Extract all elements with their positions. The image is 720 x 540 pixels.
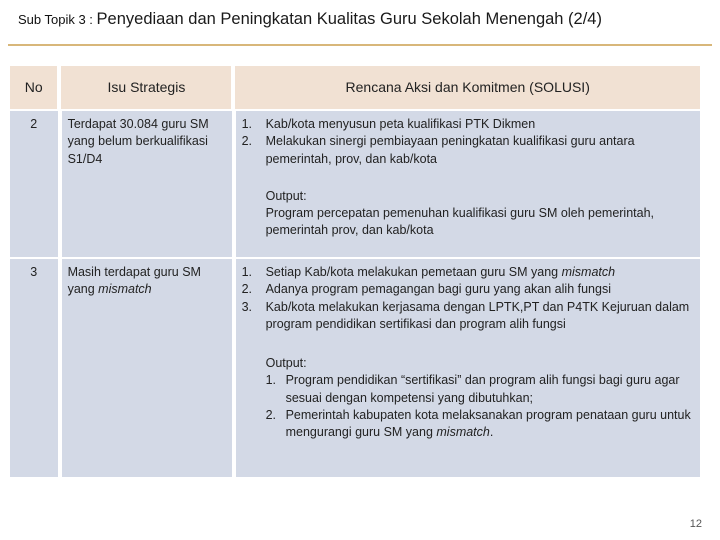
output-item: 1. Program pendidikan “sertifikasi” dan program alih fungsi bagi guru agar sesuai dengan kompetensi yang dibutuhkan; [265,373,680,405]
header-no: No [10,66,57,109]
row-issue: Terdapat 30.084 guru SM yang belum berkualifikasi S1/D4 [62,111,232,257]
action-item: 2. Adanya program pemagangan bagi guru yang akan alih fungsi [241,282,611,297]
output-block [242,355,692,441]
row-issue: Masih terdapat guru SM yang mismatch [62,259,232,477]
output-item: 2. Pemerintah kabupaten kota melaksanakan program penataan guru untuk mengurangi guru SM yang mismatch. [265,407,691,439]
action-list [242,264,692,333]
table-row [10,259,700,477]
page-title [18,10,708,29]
action-item: 2. Melakukan sinergi pembiayaan peningkatan kualifikasi guru antara pemerintah, prov, dan kab/kota [241,134,635,166]
strategy-table [10,66,700,477]
table-row [10,111,700,257]
action-item: 3. Kab/kota melakukan kerjasama dengan LPTK,PT dan P4TK Kejuruan dalam program pendidikan sertifikasi dan program alih fungsi [241,299,690,331]
title-divider [8,44,712,46]
row-number: 3 [10,259,58,477]
row-number: 2 [10,111,58,257]
table-header-row [10,66,700,109]
page-number: 12 [689,518,702,530]
title-main: Penyediaan dan Peningkatan Kualitas Guru Sekolah Menengah (2/4) [96,10,602,28]
output-block [242,188,692,240]
output-list [266,372,692,441]
output-label: Output: [265,188,307,203]
header-solution: Rencana Aksi dan Komitmen (SOLUSI) [235,66,700,109]
action-list [242,116,692,168]
header-issue: Isu Strategis [61,66,231,109]
action-item: 1. Setiap Kab/kota melakukan pemetaan guru SM yang mismatch [241,265,616,279]
output-label: Output: [265,356,307,370]
output-text: Program percepatan pemenuhan kualifikasi guru SM oleh pemerintah, pemerintah prov, dan kab/kota [265,206,655,238]
title-prefix: Sub Topik 3 : [18,12,97,27]
row-solution [236,259,700,477]
row-solution [236,111,700,257]
action-item: 1. Kab/kota menyusun peta kualifikasi PTK Dikmen [241,117,536,131]
